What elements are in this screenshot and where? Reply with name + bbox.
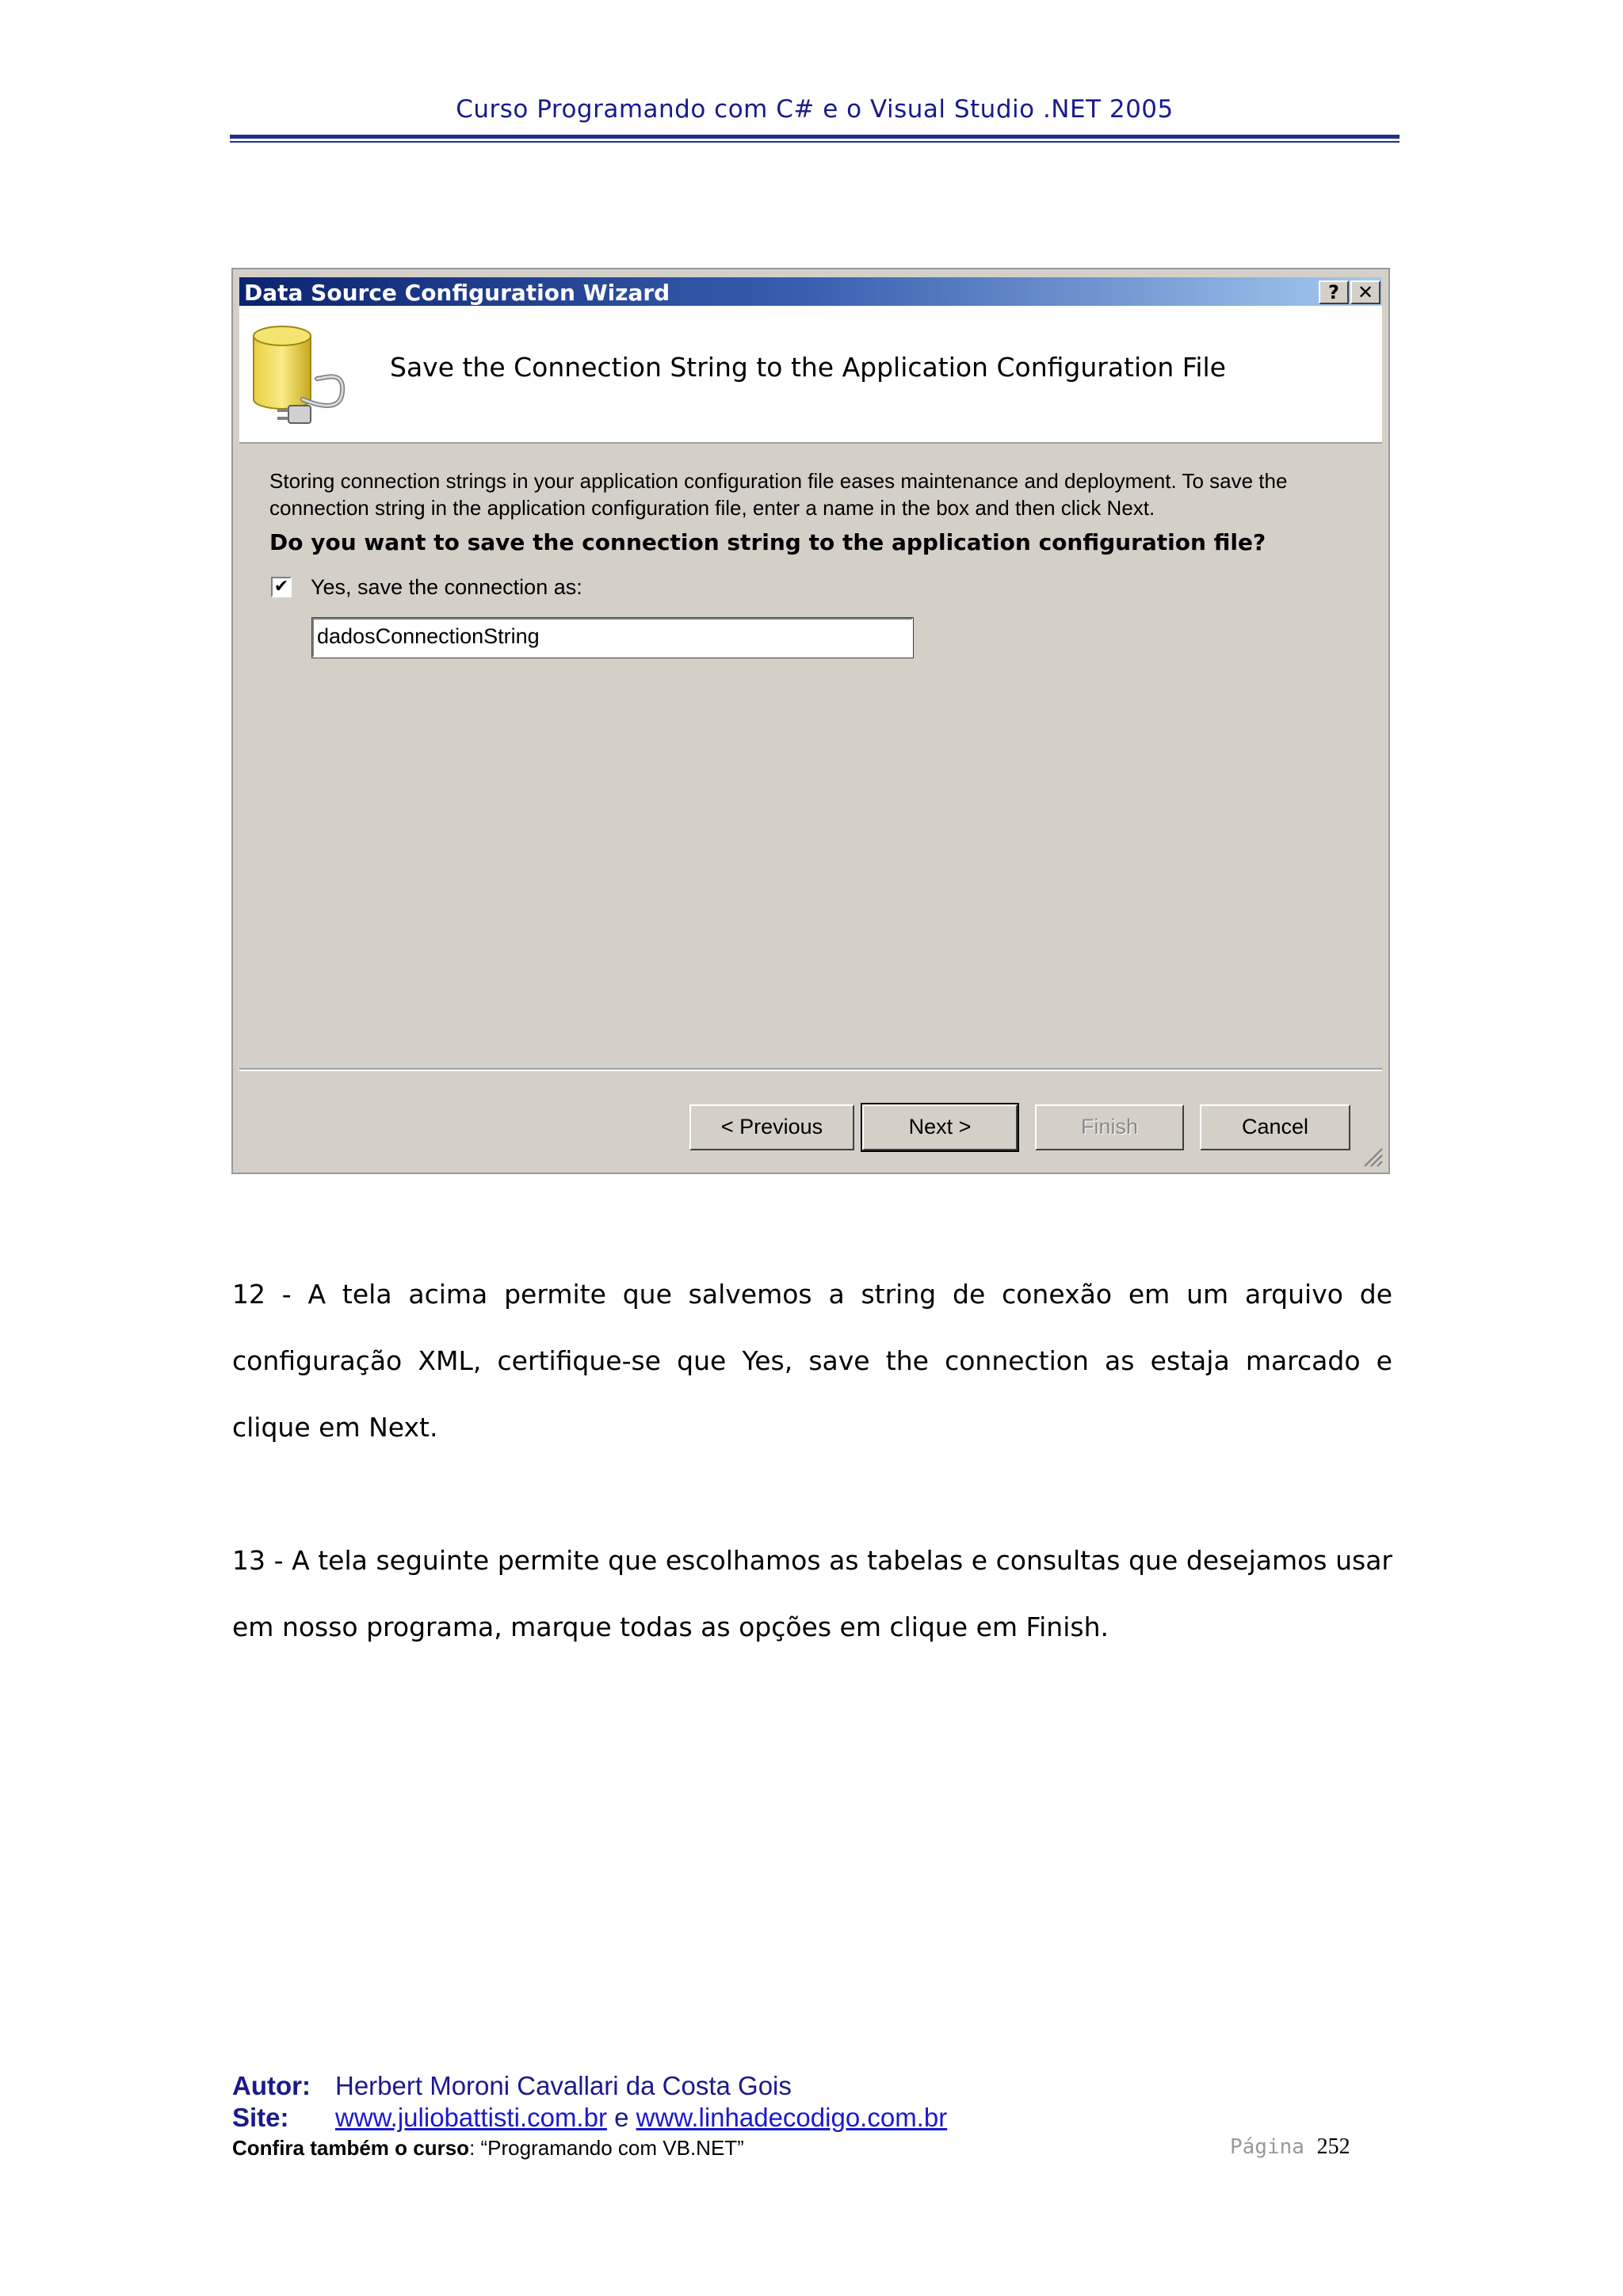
wizard-description: Storing connection strings in your application configuration file eases maintenance and deployment. To save the connection string in the application configuration file, enter a name in the box and then click Next. <box>269 469 1288 520</box>
header-rule-thin <box>230 141 1400 143</box>
page-number <box>1230 2134 1350 2160</box>
author-label: Autor: <box>232 2071 311 2100</box>
footer-separator-highlight <box>239 1070 1382 1071</box>
page-label: Página <box>1230 2135 1304 2159</box>
dialog-titlebar[interactable] <box>239 277 1382 306</box>
dialog-title: Data Source Configuration Wizard <box>244 280 670 306</box>
cancel-button[interactable]: Cancel <box>1200 1104 1350 1150</box>
see-also-course: : “Programando com VB.NET” <box>469 2136 744 2160</box>
help-button[interactable]: ? <box>1319 280 1349 304</box>
header-rule <box>230 135 1400 139</box>
wizard-header <box>239 306 1382 444</box>
wizard-dialog <box>231 268 1390 1174</box>
author-name: Herbert Moroni Cavallari da Costa Gois <box>335 2071 792 2100</box>
finish-button[interactable]: Finish <box>1035 1104 1184 1150</box>
wizard-heading: Save the Connection String to the Application Configuration File <box>390 352 1226 383</box>
connection-name-input[interactable]: dadosConnectionString <box>312 618 913 658</box>
close-button[interactable]: ✕ <box>1350 280 1381 304</box>
paragraph-step-13: 13 - A tela seguinte permite que escolhamos as tabelas e consultas que desejamos usar em nosso programa, marque todas as opções em clique em Finish. <box>232 1545 1392 1642</box>
save-connection-label[interactable]: Yes, save the connection as: <box>311 575 582 599</box>
site-link-juliobattisti[interactable]: www.juliobattisti.com.br <box>335 2103 607 2132</box>
paragraph-step-12: 12 - A tela acima permite que salvemos a string de conexão em um arquivo de configuração XML, certifique-se que Yes, save the connection as estaja marcado e clique em Next. <box>232 1279 1392 1443</box>
footer-see-also <box>232 2136 744 2161</box>
footer-author <box>232 2071 792 2101</box>
next-button[interactable]: Next > <box>862 1104 1018 1150</box>
site-link-linhadecodigo[interactable]: www.linhadecodigo.com.br <box>636 2103 948 2132</box>
page-header-title: Curso Programando com C# e o Visual Studio .NET 2005 <box>456 95 1174 124</box>
site-separator: e <box>614 2103 629 2132</box>
resize-grip-icon[interactable] <box>1360 1144 1384 1168</box>
footer-site <box>232 2103 948 2133</box>
see-also-label: Confira também o curso <box>232 2136 470 2160</box>
previous-button[interactable]: < Previous <box>689 1104 854 1150</box>
wizard-question: Do you want to save the connection string to the application configuration file? <box>269 529 1266 555</box>
site-label: Site: <box>232 2103 289 2132</box>
database-connection-icon <box>247 320 374 431</box>
save-connection-checkbox[interactable]: ✔ <box>271 577 292 597</box>
page-number-value: 252 <box>1316 2134 1350 2159</box>
